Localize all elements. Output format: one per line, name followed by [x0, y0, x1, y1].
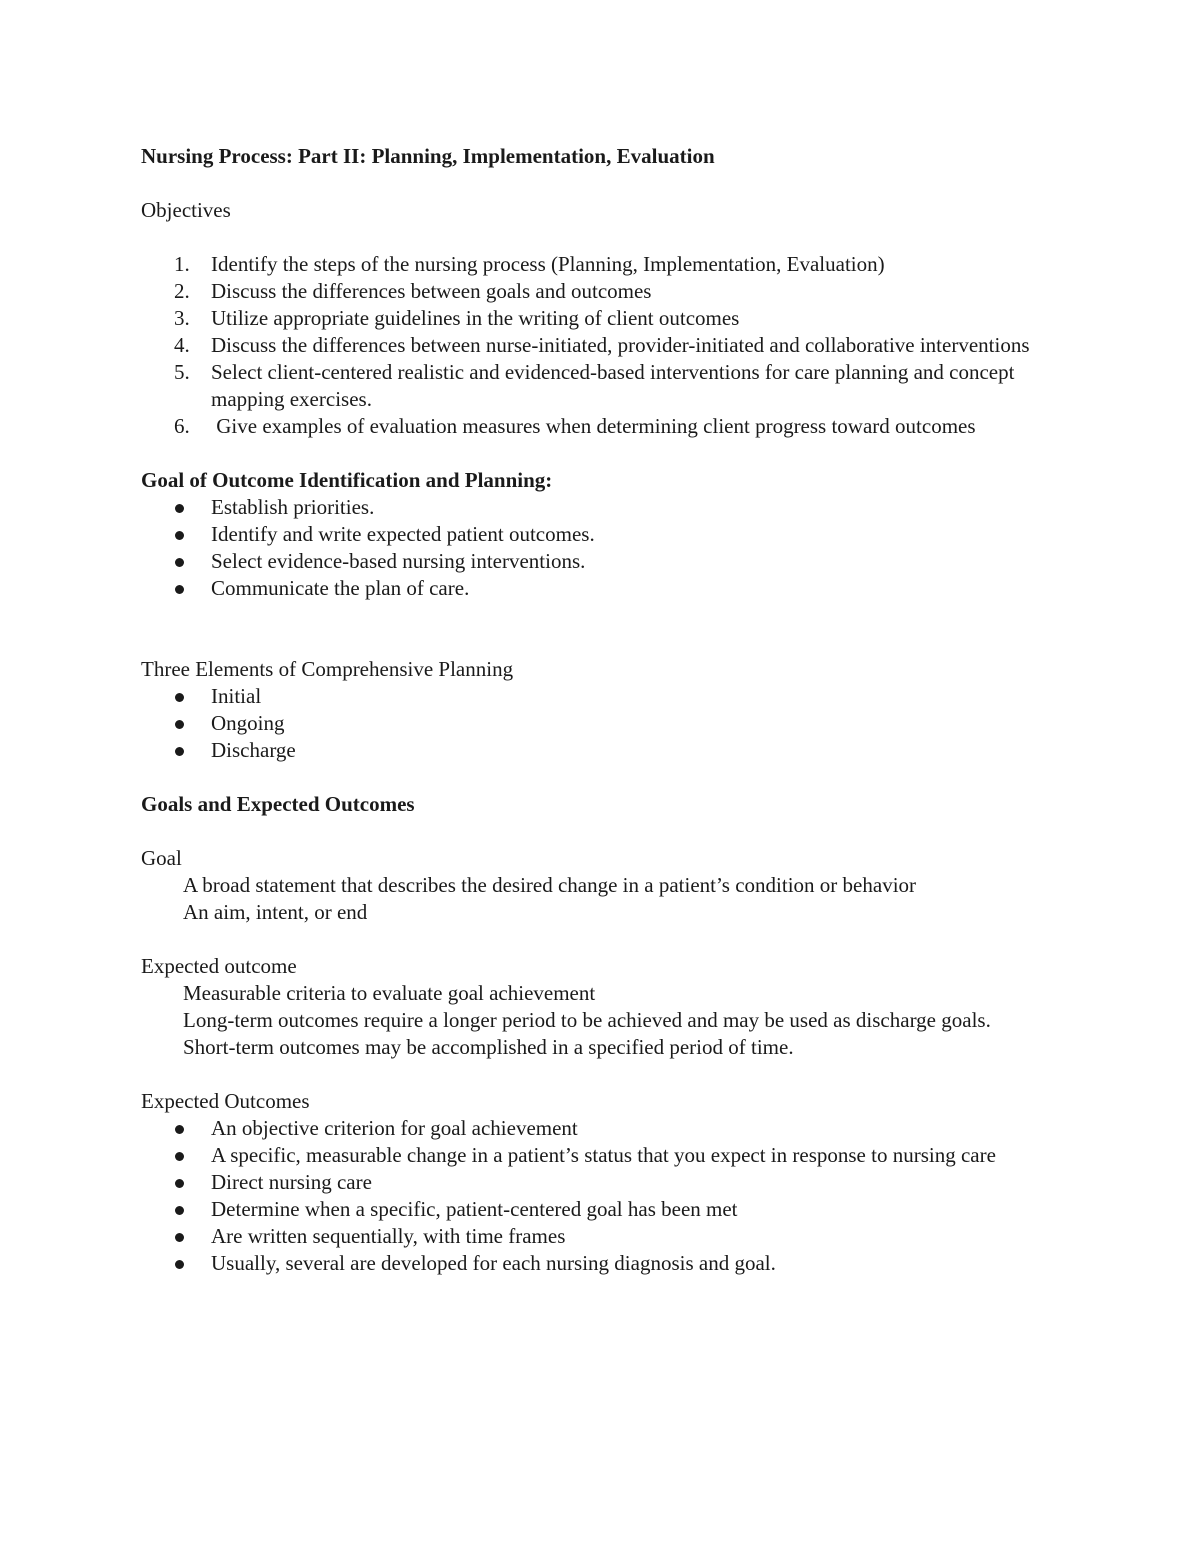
list-item: [141, 494, 1061, 521]
list-item: [141, 521, 1061, 548]
objective-number: 3.: [174, 306, 190, 330]
list-item: [141, 1223, 1061, 1250]
bullet-icon: [175, 1260, 184, 1269]
objectives-heading: Objectives: [141, 198, 231, 222]
objective-item: [141, 251, 1061, 278]
list-item: [141, 1169, 1061, 1196]
objective-text: Discuss the differences between goals and outcomes: [211, 279, 652, 303]
list-item-text: Direct nursing care: [211, 1170, 372, 1194]
list-item-text: An objective criterion for goal achievement: [211, 1116, 578, 1140]
objective-item: [141, 332, 1061, 359]
objective-text: Identify the steps of the nursing process (Planning, Implementation, Evaluation): [211, 252, 885, 276]
list-item-text: Identify and write expected patient outcomes.: [211, 522, 595, 546]
bullet-icon: [175, 504, 184, 513]
goal-planning-heading: Goal of Outcome Identification and Planning:: [141, 468, 553, 492]
list-item-text: Ongoing: [211, 711, 285, 735]
bullet-icon: [175, 1179, 184, 1188]
three-elements-list: [141, 683, 1061, 764]
objective-text: Select client-centered realistic and evidenced-based interventions for care planning and concept mapping exercises.: [211, 360, 1015, 411]
list-item-text: A specific, measurable change in a patient’s status that you expect in response to nursing care: [211, 1143, 996, 1167]
bullet-icon: [175, 585, 184, 594]
bullet-icon: [175, 1206, 184, 1215]
list-item-text: Establish priorities.: [211, 495, 375, 519]
objective-item: [141, 359, 1061, 413]
bullet-icon: [175, 531, 184, 540]
objective-item: [141, 278, 1061, 305]
list-item-text: Usually, several are developed for each nursing diagnosis and goal.: [211, 1251, 776, 1275]
document-title: Nursing Process: Part II: Planning, Implementation, Evaluation: [141, 144, 715, 168]
list-item-text: Initial: [211, 684, 262, 708]
objective-text: Discuss the differences between nurse-initiated, provider-initiated and collaborative interventions: [211, 333, 1030, 357]
expected-outcome-line: Long-term outcomes require a longer period to be achieved and may be used as discharge goals.: [183, 1008, 991, 1032]
objective-text: Utilize appropriate guidelines in the writing of client outcomes: [211, 306, 740, 330]
objective-text: Give examples of evaluation measures when determining client progress toward outcomes: [211, 414, 976, 438]
objective-number: 2.: [174, 279, 190, 303]
objectives-list: [141, 251, 1061, 440]
goal-planning-list: [141, 494, 1061, 602]
objective-item: [141, 413, 1061, 440]
objective-number: 6.: [174, 414, 190, 438]
list-item: [141, 1142, 1061, 1169]
objective-number: 1.: [174, 252, 190, 276]
goal-definition: [141, 872, 1061, 926]
list-item: [141, 737, 1061, 764]
list-item: [141, 710, 1061, 737]
bullet-icon: [175, 747, 184, 756]
bullet-icon: [175, 1152, 184, 1161]
objective-number: 5.: [174, 360, 190, 384]
document-content: [141, 143, 1061, 1277]
list-item: [141, 1250, 1061, 1277]
objective-number: 4.: [174, 333, 190, 357]
three-elements-heading: Three Elements of Comprehensive Planning: [141, 657, 514, 681]
expected-outcome-label: Expected outcome: [141, 954, 297, 978]
list-item-text: Are written sequentially, with time frames: [211, 1224, 566, 1248]
bullet-icon: [175, 1125, 184, 1134]
bullet-icon: [175, 558, 184, 567]
expected-outcomes-list: [141, 1115, 1061, 1277]
expected-outcome-line: Short-term outcomes may be accomplished in a specified period of time.: [183, 1035, 794, 1059]
list-item-text: Determine when a specific, patient-centered goal has been met: [211, 1197, 738, 1221]
expected-outcome-definition: [141, 980, 1061, 1061]
list-item-text: Communicate the plan of care.: [211, 576, 470, 600]
list-item: [141, 1115, 1061, 1142]
list-item: [141, 1196, 1061, 1223]
expected-outcomes-label: Expected Outcomes: [141, 1089, 310, 1113]
expected-outcome-line: Measurable criteria to evaluate goal achievement: [183, 981, 596, 1005]
list-item-text: Discharge: [211, 738, 296, 762]
bullet-icon: [175, 720, 184, 729]
list-item: [141, 683, 1061, 710]
goal-label: Goal: [141, 846, 182, 870]
goals-outcomes-heading: Goals and Expected Outcomes: [141, 792, 415, 816]
goal-line: A broad statement that describes the desired change in a patient’s condition or behavior: [183, 873, 917, 897]
objective-item: [141, 305, 1061, 332]
bullet-icon: [175, 693, 184, 702]
goal-line: An aim, intent, or end: [183, 900, 368, 924]
bullet-icon: [175, 1233, 184, 1242]
list-item: [141, 575, 1061, 602]
list-item: [141, 548, 1061, 575]
list-item-text: Select evidence-based nursing interventions.: [211, 549, 586, 573]
